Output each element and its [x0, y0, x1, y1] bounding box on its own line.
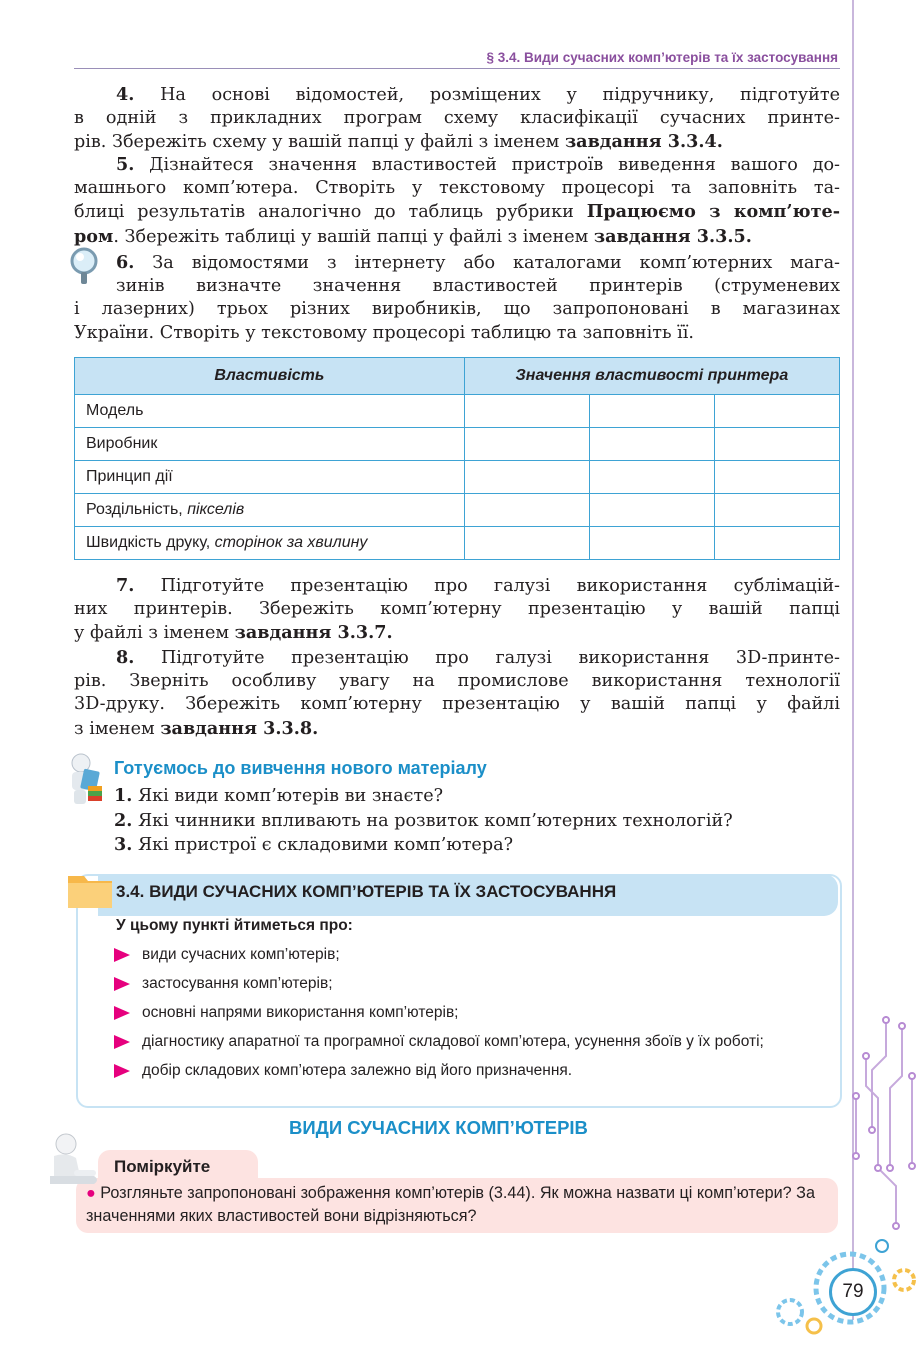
- row-label: Принцип дії: [75, 461, 465, 494]
- value-cell: [714, 527, 839, 560]
- row-label: Виробник: [75, 428, 465, 461]
- table-row: [75, 527, 840, 560]
- table-header-property: Властивість: [75, 358, 465, 395]
- list-item: діагностику апаратної та програмної складової комп’ютера, усунення збоїв у їх роботі;: [114, 1031, 824, 1053]
- table-row: [75, 395, 840, 428]
- bullet-triangle-icon: [114, 1064, 130, 1078]
- value-cell: [589, 395, 714, 428]
- think-label: Поміркуйте: [114, 1157, 211, 1176]
- table-row: [75, 428, 840, 461]
- value-cell: [589, 527, 714, 560]
- list-item: добір складових комп’ютера залежно від його призначення.: [114, 1060, 824, 1082]
- reading-figure-icon: [64, 752, 104, 806]
- value-cell: [464, 527, 589, 560]
- value-cell: [464, 395, 589, 428]
- table-row: [75, 494, 840, 527]
- thinking-figure-icon: [44, 1132, 104, 1188]
- topic-intro: У цьому пункті йтиметься про:: [116, 917, 353, 934]
- bullet-triangle-icon: [114, 1035, 130, 1049]
- list-item: застосування комп’ютерів;: [114, 973, 824, 995]
- list-item: 2. Які чинники впливають на розвиток комп’ютерних технологій?: [114, 809, 733, 831]
- prepare-questions: [114, 784, 733, 858]
- value-cell: [589, 428, 714, 461]
- table-header-value: Значення властивості принтера: [464, 358, 839, 395]
- bullet-triangle-icon: [114, 977, 130, 991]
- bullet-triangle-icon: [114, 1006, 130, 1020]
- value-cell: [589, 461, 714, 494]
- prepare-title: Готуємось до вивчення нового матеріалу: [114, 758, 487, 778]
- task-7: 7. Підготуйте презентацію про галузі використання сублімацій- них принтерів. Збережіть комп’ютерну презентацію у вашій папці у файлі з іменем завдання 3.3.7.: [74, 575, 840, 644]
- task-6: 6. За відомостями з інтернету або каталогами комп’ютерних мага- зинів визначте значення властивостей принтерів (струменевих і лазерних) трьох різних виробників, що запропоновані в магазинах України. Створіть у текстовому процесорі таблицю та заповніть її.: [74, 252, 840, 343]
- list-item: 1. Які види комп’ютерів ви знаєте?: [114, 785, 444, 806]
- topic-title: 3.4. ВИДИ СУЧАСНИХ КОМП’ЮТЕРІВ ТА ЇХ ЗАСТОСУВАННЯ: [116, 882, 617, 901]
- table-row: [75, 461, 840, 494]
- task-5: 5. Дізнайтеся значення властивостей пристроїв виведення вашого до- машнього комп’ютера. Створіть у текстовому процесорі та заповніть та- блиці результатів аналогічно до таблиць рубрики Працюємо з комп’юте- ром. Збережіть таблиці у вашій папці у файлі з іменем завдання 3.3.5.: [74, 154, 840, 247]
- task-8: 8. Підготуйте презентацію про галузі використання 3D-принте- рів. Зверніть особливу увагу на промислове використання технології 3D-друку. Збережіть комп’ютерну презентацію у вашій папці у файлі з іменем завдання 3.3.8.: [74, 647, 840, 739]
- table-header-row: [75, 358, 840, 395]
- topic-list: [114, 944, 824, 1089]
- task-4: 4. На основі відомостей, розміщених у підручнику, підготуйте в одній з прикладних програм схему класифікації сучасних принте- рів. Збережіть схему у вашій папці у файлі з іменем завдання 3.3.4.: [74, 84, 840, 153]
- value-cell: [714, 428, 839, 461]
- row-label: Швидкість друку, сторінок за хвилину: [75, 527, 465, 560]
- value-cell: [714, 461, 839, 494]
- value-cell: [589, 494, 714, 527]
- think-text: ● Розгляньте запропоновані зображення комп’ютерів (3.44). Як можна назвати ці комп’ютери? За значеннями яких властивостей вони відрізняються?: [86, 1184, 815, 1225]
- bullet-triangle-icon: [114, 948, 130, 962]
- section-heading: ВИДИ СУЧАСНИХ КОМП’ЮТЕРІВ: [289, 1117, 588, 1138]
- value-cell: [464, 494, 589, 527]
- row-label: Роздільність, пікселів: [75, 494, 465, 527]
- running-header: § 3.4. Види сучасних комп’ютерів та їх застосування: [486, 50, 838, 65]
- list-item: основні напрями використання комп’ютерів;: [114, 1002, 824, 1024]
- value-cell: [464, 428, 589, 461]
- value-cell: [714, 494, 839, 527]
- row-label: Модель: [75, 395, 465, 428]
- value-cell: [464, 461, 589, 494]
- pink-bullet-icon: ●: [86, 1184, 96, 1202]
- header-divider: [74, 68, 840, 69]
- printer-properties-table: [74, 357, 840, 560]
- page-number: 79: [829, 1268, 877, 1316]
- folder-icon: [66, 870, 114, 910]
- list-item: види сучасних комп’ютерів;: [114, 944, 824, 966]
- list-item: 3. Які пристрої є складовими комп’ютера?: [114, 834, 514, 855]
- value-cell: [714, 395, 839, 428]
